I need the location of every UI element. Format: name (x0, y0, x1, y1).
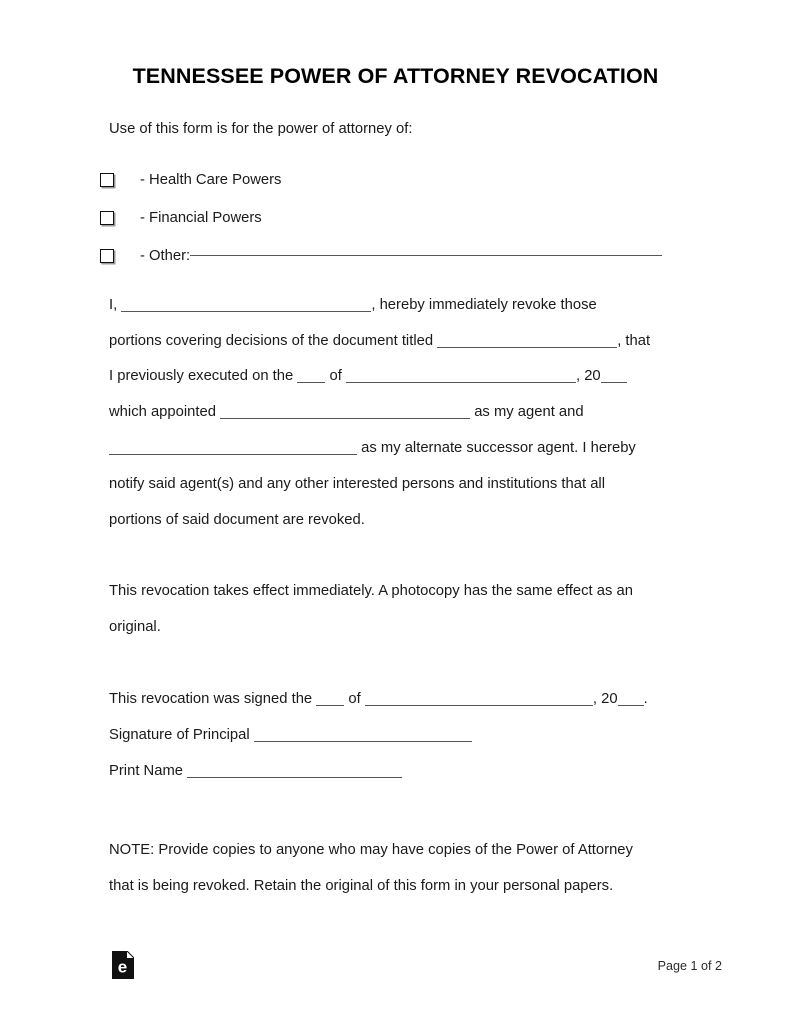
body-line-4-suffix: as my agent and (474, 404, 584, 421)
page-title: TENNESSEE POWER OF ATTORNEY REVOCATION (132, 64, 659, 88)
signature-of-principal-line (109, 718, 681, 754)
fill-in-line-principal-name[interactable] (121, 311, 371, 312)
body-line-3-year-prefix: , 20 (575, 368, 601, 385)
signed-date-prefix: This revocation was signed the (109, 690, 313, 707)
page-number-label: Page 1 of 2 (657, 959, 722, 973)
body-line-5 (109, 431, 681, 467)
spacer (109, 646, 681, 682)
body-line-3-prefix: I previously executed on the (109, 368, 294, 385)
fill-in-line-other[interactable] (190, 255, 662, 256)
signed-date-period: . (643, 690, 648, 707)
eforms-logo-letter: e (117, 957, 128, 977)
signature-of-principal-label: Signature of Principal (109, 726, 250, 743)
body-line-2 (109, 324, 681, 360)
spacer (109, 789, 681, 833)
signed-date-of: of (348, 690, 361, 707)
fill-in-line-document-title[interactable] (437, 347, 617, 348)
body-line-4-prefix: which appointed (109, 404, 216, 421)
signed-date-year-prefix: , 20 (592, 690, 618, 707)
checkbox-label-other: - Other: (140, 247, 191, 264)
intro-text: Use of this form is for the power of attorney of: (109, 121, 413, 137)
signed-date-line (109, 682, 681, 718)
fill-in-line-signed-day[interactable] (316, 705, 344, 706)
print-name-line (109, 754, 681, 790)
body-line-3-of: of (329, 368, 342, 385)
spacer (109, 148, 681, 161)
body-line-1-prefix: I, (109, 296, 118, 313)
checkbox-row-other[interactable] (109, 237, 681, 275)
fill-in-line-signature[interactable] (254, 741, 472, 742)
effect-line-2: original. (109, 619, 161, 636)
spacer (109, 538, 681, 574)
body-line-7: portions of said document are revoked. (109, 511, 365, 528)
checkbox-row-financial-powers[interactable] (109, 199, 681, 237)
checkbox-label-health-care-powers: - Health Care Powers (140, 171, 282, 188)
note-line-2: that is being revoked. Retain the original of this form in your personal papers. (109, 878, 614, 895)
effect-line-1: This revocation takes effect immediately. A photocopy has the same effect as an (109, 583, 633, 600)
fill-in-line-signed-month[interactable] (365, 705, 593, 706)
checkbox-icon-financial-powers[interactable] (100, 211, 114, 225)
print-name-label: Print Name (109, 762, 184, 779)
checkbox-label-financial-powers: - Financial Powers (140, 209, 262, 226)
body-line-1 (109, 288, 681, 324)
checkbox-row-health-care-powers[interactable] (109, 161, 681, 199)
checkbox-icon-health-care-powers[interactable] (100, 173, 114, 187)
fill-in-line-signed-year[interactable] (618, 705, 644, 706)
body-line-5-suffix: as my alternate successor agent. I hereby (361, 439, 636, 456)
body-line-1-suffix: , hereby immediately revoke those (371, 296, 597, 313)
fill-in-line-print-name[interactable] (187, 777, 402, 778)
fill-in-line-year[interactable] (601, 382, 627, 383)
fill-in-line-day[interactable] (297, 382, 325, 383)
fill-in-line-alternate-agent[interactable] (109, 454, 357, 455)
eforms-logo-icon (112, 951, 134, 979)
document-body (109, 112, 681, 905)
note-line-1: NOTE: Provide copies to anyone who may have copies of the Power of Attorney (109, 842, 633, 859)
checkbox-icon-other[interactable] (100, 249, 114, 263)
body-line-4 (109, 395, 681, 431)
body-line-6: notify said agent(s) and any other interested persons and institutions that all (109, 475, 605, 492)
body-line-2-suffix: , that (617, 332, 651, 349)
spacer (109, 275, 681, 288)
body-line-2-prefix: portions covering decisions of the document titled (109, 332, 434, 349)
body-line-3 (109, 359, 681, 395)
fill-in-line-agent[interactable] (220, 418, 470, 419)
fill-in-line-month[interactable] (346, 382, 576, 383)
